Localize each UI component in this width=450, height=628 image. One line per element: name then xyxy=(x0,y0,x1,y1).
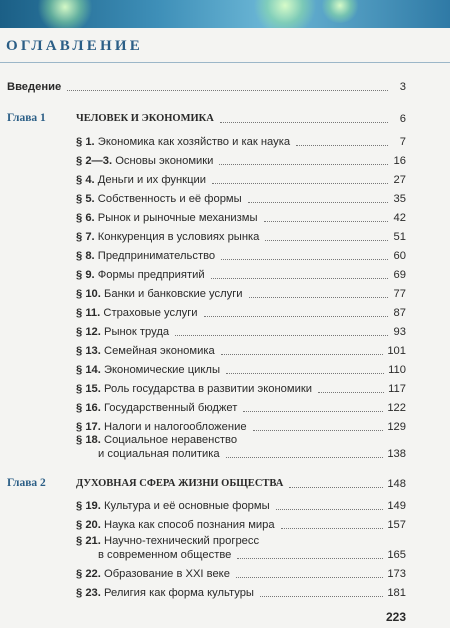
toc-chapter-2[interactable] xyxy=(76,477,406,491)
toc-entry-section[interactable] xyxy=(76,192,406,206)
toc-entry-label: Предпринимательство xyxy=(97,250,216,262)
chapter-tag: Глава 2 xyxy=(7,477,46,489)
dot-leader xyxy=(318,391,384,393)
toc-chapter-1[interactable] xyxy=(76,112,406,126)
toc-entry-label: Формы предприятий xyxy=(97,269,205,281)
chapter-tag: Глава 1 xyxy=(7,112,46,124)
toc-entry-label: Научно-технический прогресс xyxy=(104,535,260,547)
dot-leader xyxy=(219,163,388,165)
dot-leader xyxy=(67,89,388,91)
section-number: § 9. xyxy=(76,269,95,281)
section-number: § 6. xyxy=(76,212,95,224)
dot-leader xyxy=(221,258,388,260)
section-number: § 11. xyxy=(76,307,101,319)
toc-entry-page: 16 xyxy=(393,155,406,167)
toc-entry-page: 60 xyxy=(393,250,406,262)
toc-entry-section[interactable] xyxy=(76,518,406,532)
toc-entry-page: 69 xyxy=(393,269,406,281)
toc-entry-section[interactable] xyxy=(76,567,406,581)
dot-leader xyxy=(264,220,389,222)
toc-entry-label: Налоги и налогообложение xyxy=(104,421,247,433)
section-number: § 23. xyxy=(76,587,101,599)
toc-entry-section[interactable] xyxy=(76,499,406,513)
toc-entry-section[interactable] xyxy=(76,382,406,396)
toc-entry-label: Наука как способ познания мира xyxy=(104,519,275,531)
toc-entry-label: Основы экономики xyxy=(115,155,214,167)
chapter-title: ДУХОВНАЯ СФЕРА ЖИЗНИ ОБЩЕСТВА xyxy=(76,478,284,489)
toc-entry-label: Семейная экономика xyxy=(104,345,215,357)
chapter-title: ЧЕЛОВЕК И ЭКОНОМИКА xyxy=(76,113,214,124)
toc-entry-label: Культура и её основные формы xyxy=(104,500,270,512)
toc-entry-label: Рынок и рыночные механизмы xyxy=(97,212,258,224)
section-number: § 17. xyxy=(76,421,101,433)
toc-entry-page: 148 xyxy=(387,478,406,490)
toc-entry-section[interactable] xyxy=(76,420,406,434)
toc-entry-label: Деньги и их функции xyxy=(97,174,206,186)
toc-entry-page: 157 xyxy=(387,519,406,531)
dot-leader xyxy=(236,576,383,578)
dot-leader xyxy=(248,201,388,203)
toc-entry-page: 27 xyxy=(393,174,406,186)
dot-leader xyxy=(204,315,388,317)
toc-entry-label-continued: и социальная политика xyxy=(98,448,220,460)
toc-entry-page: 51 xyxy=(393,231,406,243)
toc-entry-label-continued: в современном обществе xyxy=(98,549,232,561)
dot-leader xyxy=(243,410,383,412)
toc-entry-section[interactable] xyxy=(76,268,406,282)
toc-entry-label: Экономические циклы xyxy=(104,364,220,376)
toc-entry-section[interactable] xyxy=(76,230,406,244)
section-number: § 19. xyxy=(76,500,101,512)
toc-entry-page: 7 xyxy=(399,136,406,148)
toc-entry-label: Роль государства в развитии экономики xyxy=(104,383,312,395)
dot-leader xyxy=(175,334,388,336)
toc-entry-page: 165 xyxy=(387,549,406,561)
section-number: § 8. xyxy=(76,250,95,262)
section-number: § 13. xyxy=(76,345,101,357)
toc-entry-section[interactable] xyxy=(76,401,406,415)
toc-entry-page: 101 xyxy=(387,345,406,357)
section-number: § 14. xyxy=(76,364,101,376)
section-number: § 10. xyxy=(76,288,101,300)
dot-leader xyxy=(211,277,388,279)
section-number: § 22. xyxy=(76,568,101,580)
dot-leader xyxy=(237,557,383,559)
decorative-header-banner xyxy=(0,0,450,28)
dot-leader xyxy=(276,508,384,510)
toc-entry-page: 3 xyxy=(399,81,406,93)
section-number: § 20. xyxy=(76,519,101,531)
toc-entry-section[interactable] xyxy=(76,287,406,301)
toc-entry-section[interactable] xyxy=(76,325,406,339)
toc-entry-label: Собственность и её формы xyxy=(97,193,242,205)
dot-leader xyxy=(281,527,384,529)
dot-leader xyxy=(226,372,384,374)
toc-entry-page: 93 xyxy=(393,326,406,338)
section-number: § 5. xyxy=(76,193,95,205)
dot-leader xyxy=(296,144,388,146)
dot-leader xyxy=(220,121,388,123)
toc-entry-section[interactable] xyxy=(76,135,406,149)
toc-entry-label: Государственный бюджет xyxy=(104,402,238,414)
toc-entry-page: 6 xyxy=(399,113,406,125)
section-number: § 2—3. xyxy=(76,155,113,167)
section-number: § 16. xyxy=(76,402,101,414)
dot-leader xyxy=(253,429,384,431)
toc-entry-page: 129 xyxy=(387,421,406,433)
toc-entry-section[interactable] xyxy=(76,586,406,600)
toc-entry-section[interactable] xyxy=(76,173,406,187)
toc-entry-page: 77 xyxy=(393,288,406,300)
section-number: § 21. xyxy=(76,535,101,547)
toc-entry-section[interactable] xyxy=(76,433,406,461)
dot-leader xyxy=(249,296,388,298)
toc-entry-section[interactable] xyxy=(76,154,406,168)
toc-entry-page: 122 xyxy=(387,402,406,414)
section-number: § 18. xyxy=(76,434,101,446)
page-title: ОГЛАВЛЕНИЕ xyxy=(6,38,143,54)
toc-entry-intro[interactable] xyxy=(7,80,406,94)
section-number: § 15. xyxy=(76,383,101,395)
toc-entry-page: 110 xyxy=(388,364,406,376)
toc-entry-label: Страховые услуги xyxy=(103,307,198,319)
toc-entry-label: Конкуренция в условиях рынка xyxy=(97,231,260,243)
toc-entry-label: Банки и банковские услуги xyxy=(104,288,243,300)
toc-entry-page: 181 xyxy=(387,587,406,599)
toc-entry-label: Введение xyxy=(7,81,62,93)
dot-leader xyxy=(260,595,383,597)
toc-entry-page: 87 xyxy=(393,307,406,319)
toc-entry-page: 138 xyxy=(387,448,406,460)
toc-entry-section[interactable] xyxy=(76,306,406,320)
section-number: § 1. xyxy=(76,136,95,148)
title-divider xyxy=(0,62,450,63)
section-number: § 7. xyxy=(76,231,95,243)
toc-entry-section[interactable] xyxy=(76,363,406,377)
toc-entry-label: Религия как форма культуры xyxy=(104,587,254,599)
dot-leader xyxy=(221,353,384,355)
dot-leader xyxy=(265,239,388,241)
toc-entry-page: 149 xyxy=(387,500,406,512)
toc-entry-label: Рынок труда xyxy=(104,326,170,338)
toc-entry-page: 117 xyxy=(388,383,406,395)
toc-entry-label: Экономика как хозяйство и как наука xyxy=(97,136,291,148)
dot-leader xyxy=(226,456,384,458)
toc-entry-page: 173 xyxy=(387,568,406,580)
page-number: 223 xyxy=(385,610,406,624)
toc-entry-page: 42 xyxy=(393,212,406,224)
dot-leader xyxy=(212,182,388,184)
toc-entry-label: Социальное неравенство xyxy=(104,434,238,446)
toc-entry-page: 35 xyxy=(393,193,406,205)
toc-entry-section[interactable] xyxy=(76,211,406,225)
dot-leader xyxy=(289,486,383,488)
toc-entry-section[interactable] xyxy=(76,344,406,358)
section-number: § 12. xyxy=(76,326,101,338)
section-number: § 4. xyxy=(76,174,95,186)
toc-entry-section[interactable] xyxy=(76,534,406,562)
toc-entry-section[interactable] xyxy=(76,249,406,263)
toc-entry-label: Образование в XXI веке xyxy=(104,568,230,580)
